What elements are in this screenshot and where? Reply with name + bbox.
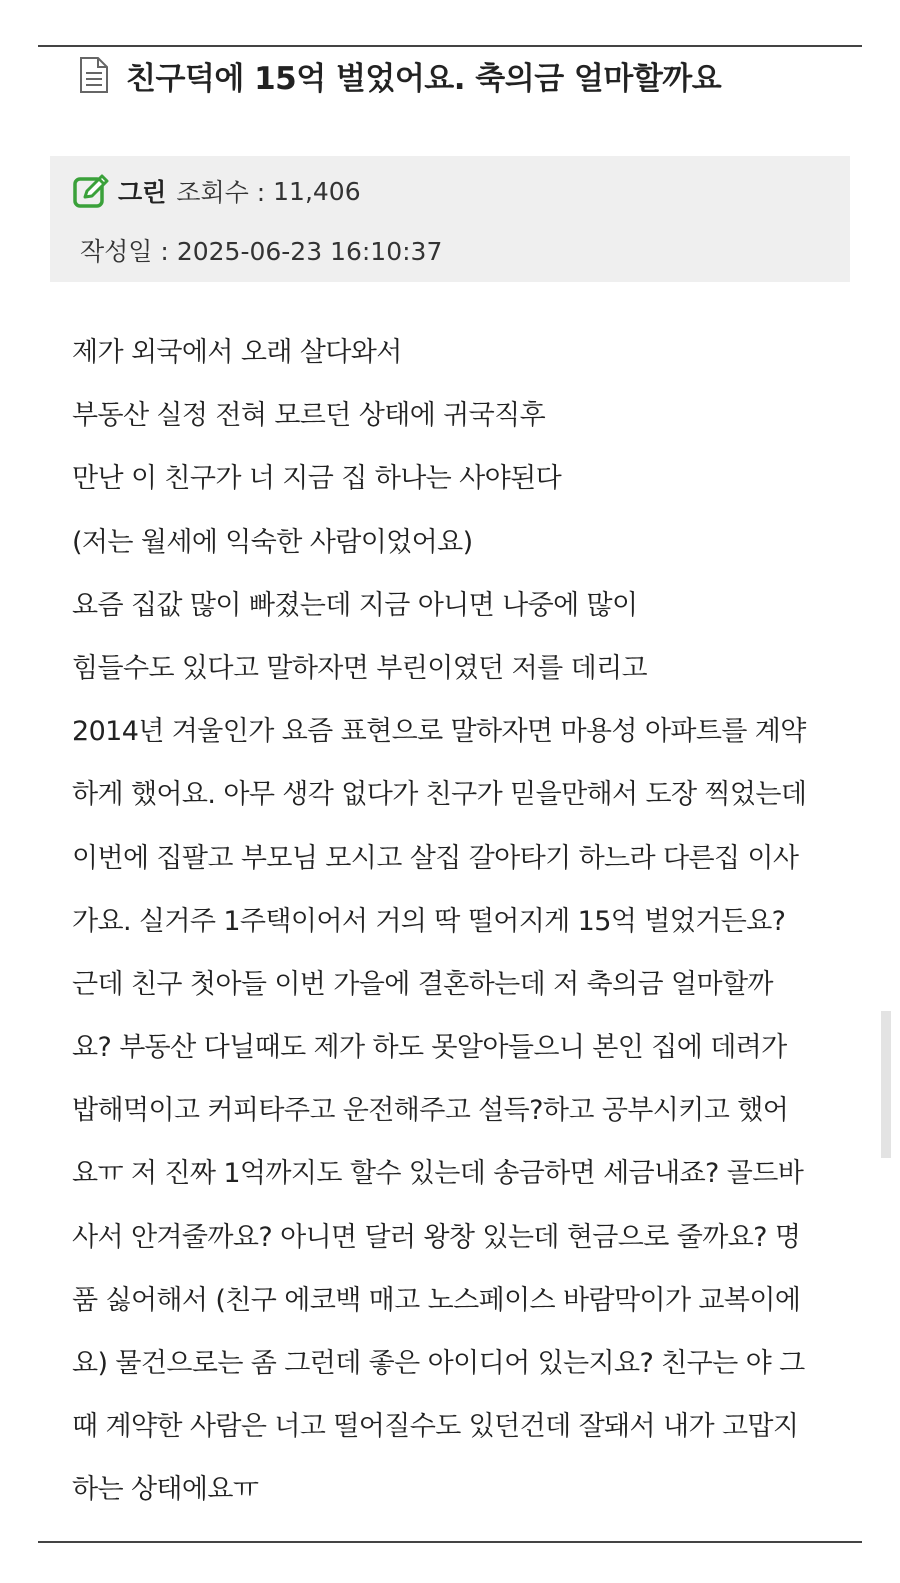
date-label: 작성일 : (80, 237, 169, 266)
document-icon (78, 56, 110, 94)
body-line: (저는 월세에 익숙한 사람이었어요) (72, 526, 473, 558)
views-count: 11,406 (273, 176, 361, 206)
body-line: 요) 물건으로는 좀 그런데 좋은 아이디어 있는지요? 친구는 야 그 (72, 1348, 805, 1379)
body-line: 요? 부동산 다닐때도 제가 하도 못알아들으니 본인 집에 데려가 (72, 1032, 787, 1064)
body-line: 사서 안겨줄까요? 아니면 달러 왕창 있는데 현금으로 줄까요? 명 (72, 1221, 801, 1253)
post-meta (50, 156, 850, 282)
post-title-row (78, 50, 858, 100)
author-name[interactable]: 그린 (118, 178, 167, 207)
body-line: 근데 친구 첫아들 이번 가을에 결혼하는데 저 축의금 얼마할까 (72, 968, 773, 1000)
body-line: 부동산 실정 전혀 모르던 상태에 귀국직후 (72, 400, 546, 432)
body-line: 힘들수도 있다고 말하자면 부린이였던 저를 데리고 (72, 652, 648, 684)
scrollbar-thumb[interactable] (881, 1011, 891, 1158)
views-label: 조회수 : (176, 178, 266, 207)
body-line: 밥해먹이고 커피타주고 운전해주고 설득?하고 공부시키고 했어 (72, 1095, 789, 1127)
body-line: 때 계약한 사람은 너고 떨어질수도 있던건데 잘돼서 내가 고맙지 (72, 1411, 799, 1443)
body-line: 하는 상태에요ㅠ (72, 1474, 259, 1506)
edit-icon (72, 172, 110, 210)
post-body (72, 330, 862, 1531)
bottom-divider (38, 1541, 862, 1543)
body-line: 품 싫어해서 (친구 에코백 매고 노스페이스 바람막이가 교복이에 (72, 1284, 801, 1316)
date-row (80, 232, 442, 268)
body-line: 제가 외국에서 오래 살다와서 (72, 337, 402, 368)
body-line: 만난 이 친구가 너 지금 집 하나는 사야된다 (72, 463, 562, 495)
author-row (72, 170, 361, 212)
body-line: 요ㅠ 저 진짜 1억까지도 할수 있는데 송금하면 세금내죠? 골드바 (72, 1158, 804, 1190)
body-line: 2014년 겨울인가 요즘 표현으로 말하자면 마용성 아파트를 계약 (72, 716, 806, 748)
top-divider (38, 45, 862, 47)
body-line: 하게 했어요. 아무 생각 없다가 친구가 믿을만해서 도장 찍었는데 (72, 779, 807, 811)
post-date: 2025-06-23 16:10:37 (176, 237, 443, 266)
post-title: 친구덕에 15억 벌었어요. 축의금 얼마할까요 (126, 60, 722, 97)
body-line: 가요. 실거주 1주택이어서 거의 딱 떨어지게 15억 벌었거든요? (72, 905, 786, 937)
body-line: 이번에 집팔고 부모님 모시고 살집 갈아타기 하느라 다른집 이사 (72, 842, 799, 874)
body-line: 요즘 집값 많이 빠졌는데 지금 아니면 나중에 많이 (72, 589, 638, 621)
